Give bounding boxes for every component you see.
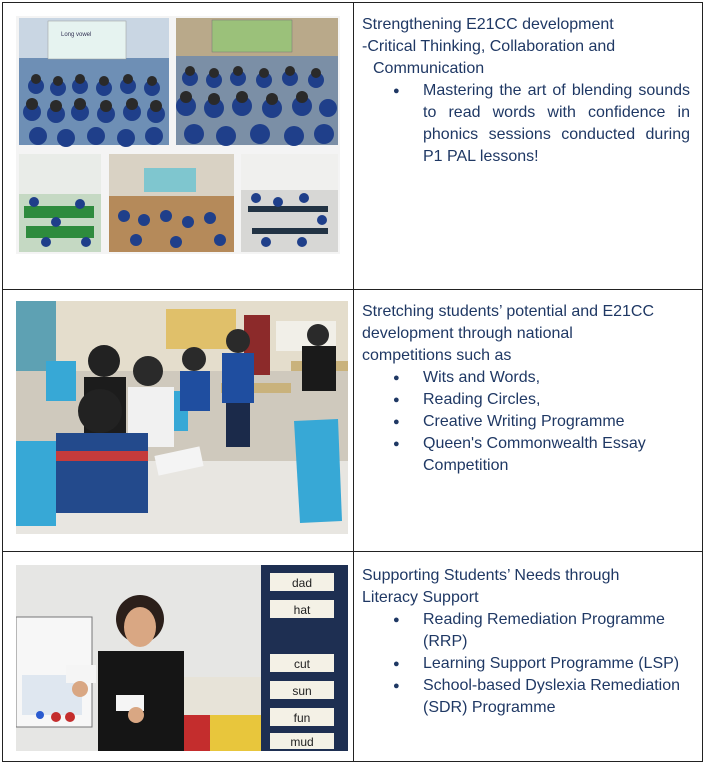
word-card: cut — [293, 657, 311, 671]
list-item: ● Reading Circles, — [423, 389, 694, 411]
list-item: ● Queen's Commonwealth Essay Competition — [423, 433, 694, 477]
projector-screen-text: Long vowel — [61, 32, 92, 38]
row-heading-line: Communication — [373, 60, 485, 77]
list-item: ● Creative Writing Programme — [423, 411, 694, 433]
row-heading-line: -Critical Thinking, Collaboration and — [362, 38, 616, 55]
column-divider — [353, 3, 354, 289]
content-table — [2, 2, 703, 762]
bullet-list — [362, 367, 694, 477]
literacy-support-photo — [16, 565, 348, 751]
row-heading-line: development through national — [362, 325, 573, 342]
word-card: dad — [291, 576, 313, 590]
row-2-text — [362, 301, 694, 477]
list-item: ● Mastering the art of blending sounds to read words with confidence in phonics sessions conducted during P1 PAL lessons! — [423, 80, 694, 168]
table-row — [3, 552, 702, 761]
row-heading-line: competitions such as — [362, 347, 512, 364]
column-divider — [353, 290, 354, 551]
list-item: ● Learning Support Programme (LSP) — [423, 653, 694, 675]
bullet-list — [362, 80, 694, 168]
table-row — [3, 290, 702, 552]
bullet-list — [362, 609, 694, 719]
row-heading-line: Stretching students’ potential and E21CC — [362, 303, 655, 320]
competition-photo — [16, 301, 348, 534]
row-heading-line: Strengthening E21CC development — [362, 16, 614, 33]
row-heading-line: Literacy Support — [362, 589, 479, 606]
phonics-collage-image — [16, 16, 340, 254]
row-1-text — [362, 14, 694, 168]
list-item: ● Reading Remediation Programme (RRP) — [423, 609, 694, 653]
word-card: mud — [290, 735, 314, 749]
list-item: ● School-based Dyslexia Remediation (SDR) Programme — [423, 675, 694, 719]
table-row — [3, 3, 702, 290]
column-divider — [353, 552, 354, 761]
word-card: hat — [293, 603, 311, 617]
list-item: ● Wits and Words, — [423, 367, 694, 389]
word-card: sun — [292, 684, 312, 698]
row-heading-line: Supporting Students’ Needs through — [362, 567, 620, 584]
row-3-text — [362, 565, 694, 719]
word-card: fun — [293, 711, 311, 725]
